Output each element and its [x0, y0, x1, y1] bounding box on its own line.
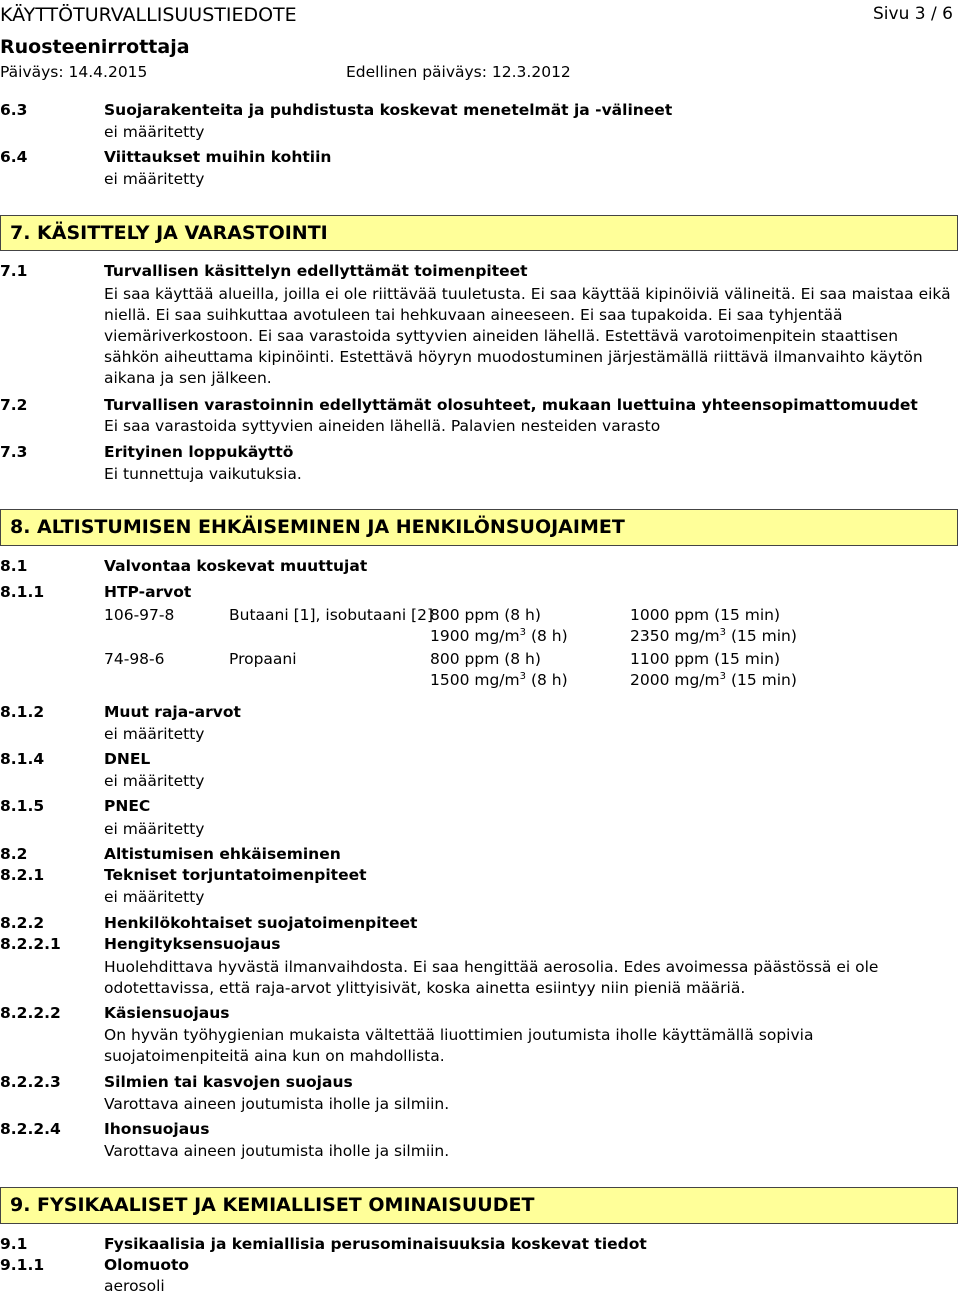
section-text: ei määritetty — [104, 725, 205, 743]
section-text: Varottava aineen joutumista iholle ja silmiin. — [104, 1142, 450, 1160]
section-title: Henkilökohtaiset suojatoimenpiteet — [104, 914, 418, 932]
handling-text: Ei saa käyttää alueilla, joilla ei ole riittävää tuuletusta. Ei saa käyttää kipinöiviä välineitä. Ei saa maistaa eikä niellä. Ei saa suihkuttaa avotuleen tai hehkuvaan aineeseen. Ei saa tupakoida. Ei saa tyhjentää viemäriverkostoon. Ei saa varastoida syttyvien aineiden lähellä. Estettävä varotoimenpitein staattisen sähkön aiheuttama kipinöinti. Estettävä höyryn muodostuminen järjestämällä riittävä ilmanvaihto käytön aikana ja sen jälkeen. — [104, 285, 951, 387]
section-title: Turvallisen varastoinnin edellyttämät olosuhteet, mukaan luettuina yhteensopimattomuudet — [104, 396, 918, 414]
section-title: Altistumisen ehkäiseminen — [104, 845, 341, 863]
revision-date: Päiväys: 14.4.2015 — [0, 63, 148, 81]
section-number: 6.3 — [0, 101, 28, 119]
section-title: Olomuoto — [104, 1256, 190, 1274]
cas-number: 106-97-8 — [104, 606, 175, 624]
substance-name: Propaani — [229, 650, 297, 668]
limit-15min: 2000 $mg/m^3$ (15 min) — [630, 671, 797, 690]
limit-15min: 1000 ppm (15 min) — [630, 606, 781, 624]
section-text: ei määritetty — [104, 123, 205, 141]
section-title: Ihonsuojaus — [104, 1120, 210, 1138]
section-title: Muut raja-arvot — [104, 703, 241, 721]
previous-date: Edellinen päiväys: 12.3.2012 — [346, 63, 571, 81]
limit-8h: 800 ppm (8 h) — [430, 606, 541, 624]
section-text: Varottava aineen joutumista iholle ja silmiin. — [104, 1095, 450, 1113]
section-number: 8.2.2 — [0, 914, 45, 932]
section-number: 6.4 — [0, 148, 28, 166]
page-number: Sivu 3 / 6 — [873, 4, 953, 24]
limit-8h: 1500 $mg/m^3$ (8 h) — [430, 671, 568, 690]
section-title: Fysikaalisia ja kemiallisia perusominaisuuksia koskevat tiedot — [104, 1235, 647, 1253]
section-number: 8.2 — [0, 845, 28, 863]
section-text: ei määritetty — [104, 170, 205, 188]
product-name: Ruosteenirrottaja — [0, 36, 190, 58]
section-number: 8.2.2.1 — [0, 935, 61, 953]
section-number: 8.2.1 — [0, 866, 45, 884]
section-title: HTP-arvot — [104, 583, 192, 601]
section-text: Ei tunnettuja vaikutuksia. — [104, 465, 302, 483]
section-text: ei määritetty — [104, 772, 205, 790]
section-number: 7.3 — [0, 443, 28, 461]
section-text: aerosoli — [104, 1277, 165, 1295]
cas-number: 74-98-6 — [104, 650, 165, 668]
section-title: Erityinen loppukäyttö — [104, 443, 294, 461]
section-text: Ei saa varastoida syttyvien aineiden lähellä. Palavien nesteiden varasto — [104, 417, 661, 435]
limit-15min: 1100 ppm (15 min) — [630, 650, 781, 668]
section-number: 8.1.1 — [0, 583, 45, 601]
section-number: 9.1 — [0, 1235, 28, 1253]
section-title: PNEC — [104, 797, 151, 815]
section-number: 7.1 — [0, 262, 28, 280]
section-number: 8.2.2.3 — [0, 1073, 61, 1091]
substance-name: Butaani [1], isobutaani [2] — [229, 606, 434, 624]
section-number: 8.1.4 — [0, 750, 45, 768]
limit-8h: 1900 $mg/m^3$ (8 h) — [430, 627, 568, 646]
limit-15min: 2350 $mg/m^3$ (15 min) — [630, 627, 797, 646]
section-title: DNEL — [104, 750, 151, 768]
section-title: Hengityksensuojaus — [104, 935, 281, 953]
section-title: Turvallisen käsittelyn edellyttämät toimenpiteet — [104, 262, 528, 280]
section-title: Silmien tai kasvojen suojaus — [104, 1073, 353, 1091]
section-number: 8.1 — [0, 557, 28, 575]
section-number: 8.2.2.4 — [0, 1120, 61, 1138]
section-number: 8.1.2 — [0, 703, 45, 721]
limit-8h: 800 ppm (8 h) — [430, 650, 541, 668]
section-title: Suojarakenteita ja puhdistusta koskevat menetelmät ja -välineet — [104, 101, 673, 119]
section-title: Viittaukset muihin kohtiin — [104, 148, 332, 166]
section-8-banner: 8. ALTISTUMISEN EHKÄISEMINEN JA HENKILÖNSUOJAIMET — [0, 509, 958, 546]
section-7-banner: 7. KÄSITTELY JA VARASTOINTI — [0, 215, 958, 251]
document-type: KÄYTTÖTURVALLISUUSTIEDOTE — [0, 4, 297, 26]
section-title: Tekniset torjuntatoimenpiteet — [104, 866, 367, 884]
section-text: ei määritetty — [104, 888, 205, 906]
section-number: 9.1.1 — [0, 1256, 45, 1274]
hand-protection-text: On hyvän työhygienian mukaista vältettää liuottimien joutumista iholle käyttämällä sopivia suojatoimenpiteitä aina kun on mahdollista. — [104, 1026, 814, 1065]
section-title: Valvontaa koskevat muuttujat — [104, 557, 368, 575]
section-number: 8.2.2.2 — [0, 1004, 61, 1022]
section-text: ei määritetty — [104, 820, 205, 838]
section-number: 8.1.5 — [0, 797, 45, 815]
section-9-banner: 9. FYSIKAALISET JA KEMIALLISET OMINAISUUDET — [0, 1187, 958, 1224]
respiratory-text: Huolehdittava hyvästä ilmanvaihdosta. Ei saa hengittää aerosolia. Edes avoimessa päästössä ei ole odotettavissa, että raja-arvot ylittyisivät, koska ainetta esiintyy niin pieniä määriä. — [104, 958, 879, 997]
section-number: 7.2 — [0, 396, 28, 414]
section-title: Käsiensuojaus — [104, 1004, 230, 1022]
